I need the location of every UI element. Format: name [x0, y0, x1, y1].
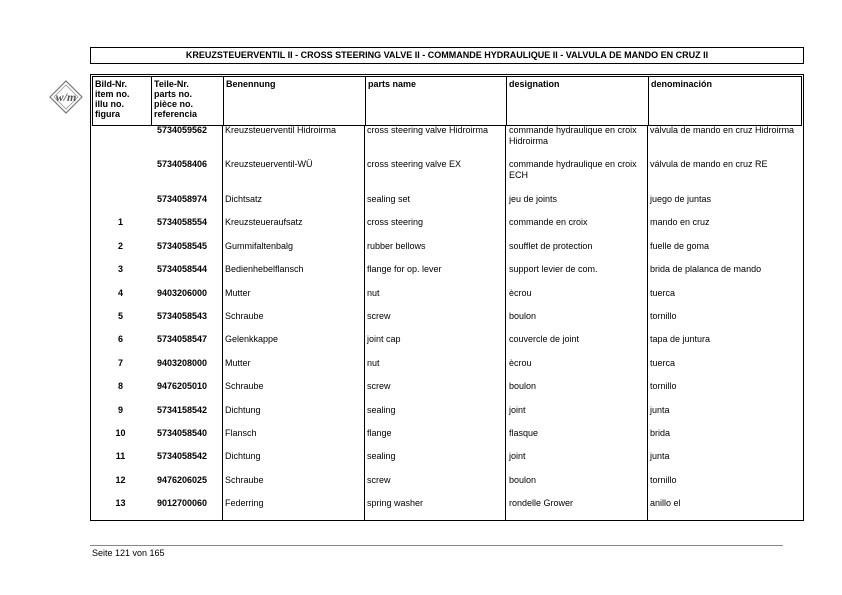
logo-icon: [46, 79, 86, 115]
parts-name-cell: nut: [367, 358, 380, 368]
designation-cell: joint: [509, 405, 526, 415]
column-divider: [803, 77, 804, 125]
denominacion-cell: juego de juntas: [650, 194, 712, 204]
benennung-cell: Federring: [225, 498, 264, 508]
header-parts-name: parts name: [368, 79, 417, 89]
denominacion-cell: tornillo: [650, 311, 677, 321]
benennung-cell: Schraube: [225, 475, 264, 485]
benennung-cell: Schraube: [225, 381, 264, 391]
part-number: 9403208000: [157, 358, 208, 368]
designation-cell: jeu de joints: [509, 194, 558, 204]
page-number: Seite 121 von 165: [92, 548, 165, 558]
parts-name-cell: screw: [367, 381, 391, 391]
designation-cell: commande en croix: [509, 217, 588, 227]
part-number: 5734058974: [157, 194, 208, 204]
benennung-cell: Kreuzsteuerventil-WÜ: [225, 159, 313, 169]
header-item-line: figura: [95, 109, 121, 119]
denominacion-cell: válvula de mando en cruz RE: [650, 159, 768, 169]
column-divider: [506, 77, 507, 125]
parts-name-cell: nut: [367, 288, 380, 298]
column-divider: [647, 126, 648, 520]
header-benennung: Benennung: [226, 79, 276, 89]
designation-cell: ècrou: [509, 288, 532, 298]
parts-name-cell: cross steering valve Hidroirma: [367, 125, 489, 135]
part-number: 5734058540: [157, 428, 208, 438]
benennung-cell: Gelenkkappe: [225, 334, 279, 344]
parts-name-cell: cross steering valve EX: [367, 159, 462, 169]
designation-cell: boulon: [509, 475, 537, 485]
part-number: 5734058543: [157, 311, 208, 321]
header-item-line: illu no.: [95, 99, 124, 109]
denominacion-cell: brida: [650, 428, 671, 438]
benennung-cell: Schraube: [225, 311, 264, 321]
benennung-cell: Flansch: [225, 428, 257, 438]
denominacion-cell: junta: [650, 405, 670, 415]
part-number: 5734058544: [157, 264, 208, 274]
benennung-cell: Kreuzsteuerventil Hidroirma: [225, 125, 337, 135]
benennung-cell: Dichtsatz: [225, 194, 263, 204]
denominacion-cell: mando en cruz: [650, 217, 710, 227]
designation-cell: boulon: [509, 311, 537, 321]
column-divider: [151, 77, 152, 125]
denominacion-cell: brida de plalanca de mando: [650, 264, 762, 274]
parts-name-cell: sealing: [367, 405, 396, 415]
designation-cell: couvercle de joint: [509, 334, 580, 344]
column-divider: [223, 77, 224, 125]
item-number: 3: [117, 264, 123, 274]
column-divider: [365, 77, 366, 125]
benennung-cell: Dichtung: [225, 405, 261, 415]
header-part-line: Teile-Nr.: [154, 79, 189, 89]
part-number: 9403206000: [157, 288, 208, 298]
table-header: [92, 76, 802, 126]
parts-name-cell: sealing: [367, 451, 396, 461]
denominacion-cell: tuerca: [650, 288, 676, 298]
item-number: 8: [117, 381, 123, 391]
header-part-line: referencia: [154, 109, 198, 119]
manufacturer-logo: [46, 79, 86, 115]
item-number: 13: [115, 498, 126, 508]
denominacion-cell: anillo el: [650, 498, 681, 508]
part-number: 5734058554: [157, 217, 208, 227]
parts-name-cell: sealing set: [367, 194, 411, 204]
part-number: 5734158542: [157, 405, 208, 415]
item-number: 10: [115, 428, 126, 438]
designation-cell: boulon: [509, 381, 537, 391]
part-number: 5734058545: [157, 241, 208, 251]
item-number: 9: [117, 405, 123, 415]
header-designation: designation: [509, 79, 560, 89]
denominacion-cell: fuelle de goma: [650, 241, 710, 251]
item-number: 2: [117, 241, 123, 251]
designation-cell: rondelle Grower: [509, 498, 574, 508]
part-number: 9012700060: [157, 498, 208, 508]
column-divider: [505, 126, 506, 520]
parts-name-cell: joint cap: [367, 334, 401, 344]
denominacion-cell: tuerca: [650, 358, 676, 368]
column-divider: [364, 126, 365, 520]
svg-text:w/m: w/m: [55, 90, 77, 104]
item-number: 1: [117, 217, 123, 227]
designation-cell: joint: [509, 451, 526, 461]
parts-table: [90, 74, 804, 521]
parts-name-cell: screw: [367, 475, 391, 485]
denominacion-cell: tornillo: [650, 381, 677, 391]
item-number: 11: [115, 451, 126, 461]
denominacion-cell: tapa de juntura: [650, 334, 711, 344]
parts-name-cell: spring washer: [367, 498, 424, 508]
parts-name-cell: screw: [367, 311, 391, 321]
designation-cell: soufflet de protection: [509, 241, 593, 251]
benennung-cell: Mutter: [225, 358, 251, 368]
denominacion-cell: tornillo: [650, 475, 677, 485]
designation-cell: commande hydraulique en croix ECH: [509, 159, 637, 180]
benennung-cell: Dichtung: [225, 451, 261, 461]
document-title: KREUZSTEUERVENTIL II - CROSS STEERING VALVE II - COMMANDE HYDRAULIQUE II - VALVULA DE MANDO EN CRUZ II: [90, 47, 804, 64]
column-divider: [648, 77, 649, 125]
part-number: 5734059562: [157, 125, 208, 135]
part-number: 5734058542: [157, 451, 208, 461]
parts-name-cell: flange for op. lever: [367, 264, 442, 274]
designation-cell: ècrou: [509, 358, 532, 368]
part-number: 5734058406: [157, 159, 208, 169]
benennung-cell: Bedienhebelflansch: [225, 264, 304, 274]
designation-cell: flasque: [509, 428, 539, 438]
designation-cell: commande hydraulique en croix Hidroirma: [509, 125, 637, 146]
benennung-cell: Gummifaltenbalg: [225, 241, 294, 251]
header-item-line: item no.: [95, 89, 130, 99]
item-number: 5: [117, 311, 123, 321]
header-item-line: Bild-Nr.: [95, 79, 128, 89]
benennung-cell: Mutter: [225, 288, 251, 298]
item-number: 12: [115, 475, 126, 485]
denominacion-cell: junta: [650, 451, 670, 461]
header-part-no: [152, 77, 224, 125]
parts-name-cell: rubber bellows: [367, 241, 426, 251]
header-denominacion: denominación: [651, 79, 713, 89]
part-number: 9476205010: [157, 381, 208, 391]
header-part-line: parts no.: [154, 89, 193, 99]
item-number: 7: [117, 358, 123, 368]
footer-divider: [90, 545, 783, 546]
denominacion-cell: válvula de mando en cruz Hidroirma: [650, 125, 795, 135]
item-number: 6: [117, 334, 123, 344]
designation-cell: support levier de com.: [509, 264, 598, 274]
item-number: 4: [117, 288, 123, 298]
parts-name-cell: flange: [367, 428, 392, 438]
benennung-cell: Kreuzsteueraufsatz: [225, 217, 303, 227]
part-number: 9476206025: [157, 475, 208, 485]
parts-name-cell: cross steering: [367, 217, 424, 227]
column-divider: [222, 126, 223, 520]
header-item-no: [93, 77, 151, 125]
part-number: 5734058547: [157, 334, 208, 344]
header-part-line: pièce no.: [154, 99, 194, 109]
